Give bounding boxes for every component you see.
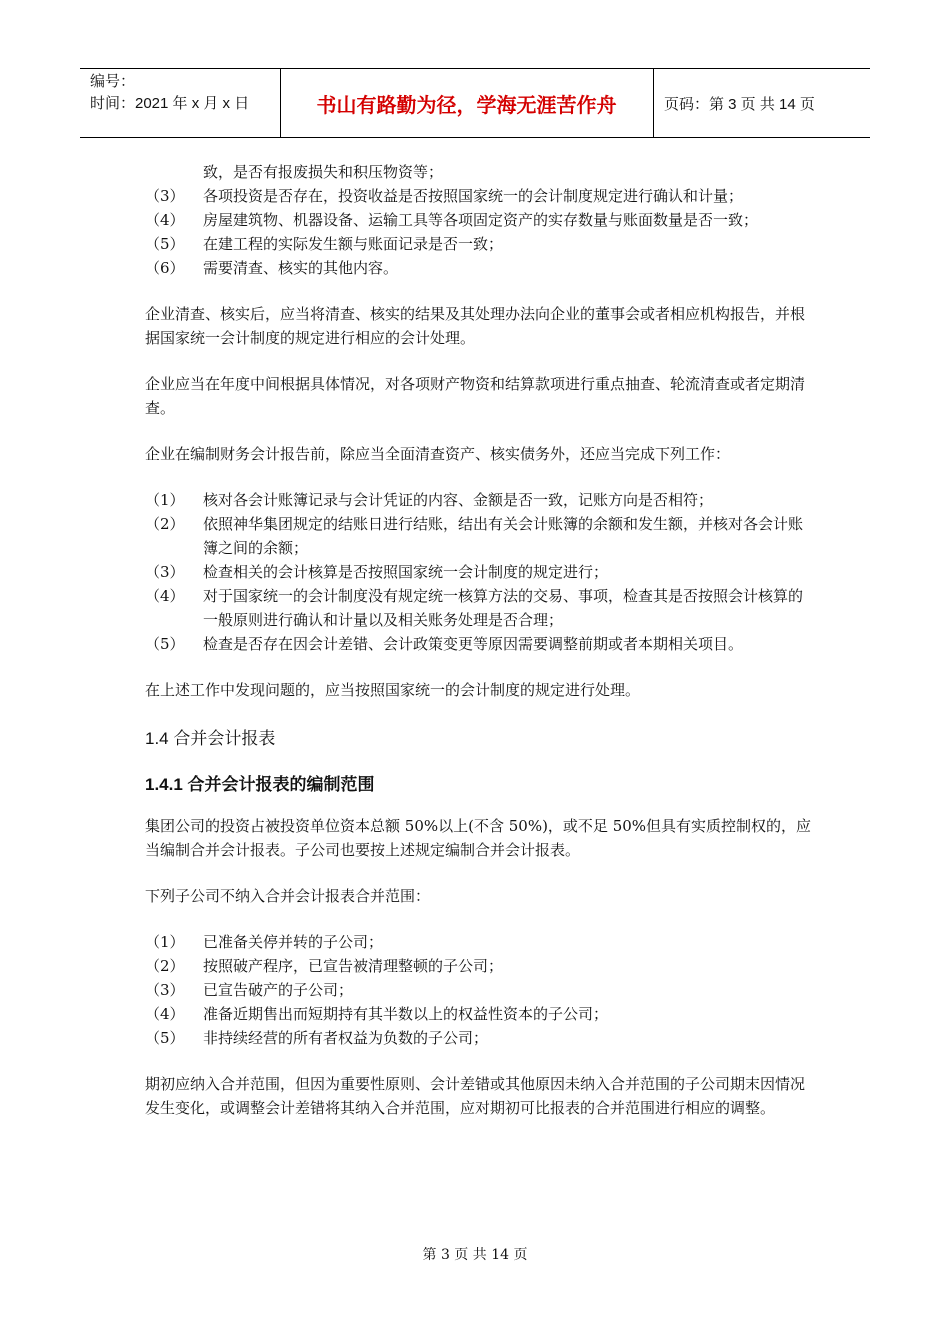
list-item-text: 致，是否有报废损失和积压物资等； — [203, 163, 444, 181]
list-item — [145, 184, 815, 208]
header-motto: 书山有路勤为径，学海无涯苦作舟 — [280, 69, 654, 137]
list-item — [145, 232, 815, 256]
list-item-text: 房屋建筑物、机器设备、运输工具等各项固定资产的实存数量与账面数量是否一致； — [203, 211, 759, 229]
header-left-cell — [80, 69, 281, 137]
list-item-number: （3） — [145, 187, 185, 205]
document-number-label: 编号： — [90, 73, 136, 90]
list-item-number: （5） — [145, 635, 185, 653]
list-item-text: 已宣告破产的子公司； — [203, 981, 354, 999]
list-item-number: （5） — [145, 1029, 185, 1047]
list-item-text: 检查是否存在因会计差错、会计政策变更等原因需要调整前期或者本期相关项目。 — [203, 635, 744, 653]
list-item-number: （5） — [145, 235, 185, 253]
list-item-number: （1） — [145, 933, 185, 951]
list-item-number: （2） — [145, 515, 185, 533]
list-item — [145, 930, 815, 954]
list-item-number — [145, 160, 203, 184]
paragraph: 在上述工作中发现问题的，应当按照国家统一的会计制度的规定进行处理。 — [145, 681, 641, 699]
paragraph: 企业在编制财务会计报告前，除应当全面清查资产、核实债务外，还应当完成下列工作： — [145, 445, 731, 463]
list-item-text: 依照神华集团规定的结账日进行结账，结出有关会计账簿的余额和发生额，并核对各会计账簿之间的余额； — [203, 515, 804, 557]
list-item-number: （4） — [145, 587, 185, 605]
list-item — [145, 632, 815, 656]
paragraph: 集团公司的投资占被投资单位资本总额 50%以上(不含 50%)，或不足 50%但具有实质控制权的，应当编制合并会计报表。子公司也要按上述规定编制合并会计报表。 — [145, 817, 812, 859]
list-item-number: （3） — [145, 563, 185, 581]
list-item — [145, 512, 815, 560]
paragraph: 企业应当在年度中间根据具体情况，对各项财产物资和结算款项进行重点抽查、轮流清查或者定期清查。 — [145, 375, 806, 417]
list-item — [145, 978, 815, 1002]
list-item — [145, 488, 815, 512]
page-header — [80, 68, 870, 138]
list-item-text: 已准备关停并转的子公司； — [203, 933, 384, 951]
list-item-text: 检查相关的会计核算是否按照国家统一会计制度的规定进行； — [203, 563, 609, 581]
paragraph: 下列子公司不纳入合并会计报表合并范围： — [145, 887, 431, 905]
list-item-number: （2） — [145, 957, 185, 975]
document-date: 时间：2021 年 x 月 x 日 — [90, 95, 250, 112]
list-item-text: 准备近期售出而短期持有其半数以上的权益性资本的子公司； — [203, 1005, 609, 1023]
list-item — [145, 256, 815, 280]
list-item — [145, 160, 815, 184]
list-item-number: （4） — [145, 211, 185, 229]
header-page-info: 页码：第 3 页 共 14 页 — [664, 95, 815, 113]
paragraph: 企业清查、核实后，应当将清查、核实的结果及其处理办法向企业的董事会或者相应机构报告，并根据国家统一会计制度的规定进行相应的会计处理。 — [145, 305, 806, 347]
section-heading-1-4-1: 1.4.1 合并会计报表的编制范围 — [145, 775, 375, 794]
list-item-text: 非持续经营的所有者权益为负数的子公司； — [203, 1029, 489, 1047]
section-heading-1-4: 1.4 合并会计报表 — [145, 729, 276, 748]
page-footer: 第 3 页 共 14 页 — [422, 1247, 528, 1263]
list-item-text: 在建工程的实际发生额与账面记录是否一致； — [203, 235, 504, 253]
list-item — [145, 584, 815, 632]
list-item-number: （3） — [145, 981, 185, 999]
list-item — [145, 954, 815, 978]
list-item — [145, 208, 815, 232]
list-item-text: 各项投资是否存在，投资收益是否按照国家统一的会计制度规定进行确认和计量； — [203, 187, 744, 205]
document-body — [145, 160, 815, 1120]
list-item-text: 对于国家统一的会计制度没有规定统一核算方法的交易、事项，检查其是否按照会计核算的一般原则进行确认和计量以及相关账务处理是否合理； — [203, 587, 804, 629]
list-item-number: （6） — [145, 259, 185, 277]
list-item-text: 需要清查、核实的其他内容。 — [203, 259, 399, 277]
list-item — [145, 560, 815, 584]
list-item-number: （4） — [145, 1005, 185, 1023]
paragraph: 期初应纳入合并范围，但因为重要性原则、会计差错或其他原因未纳入合并范围的子公司期末因情况发生变化，或调整会计差错将其纳入合并范围，应对期初可比报表的合并范围进行相应的调整。 — [145, 1075, 806, 1117]
list-item-text: 按照破产程序，已宣告被清理整顿的子公司； — [203, 957, 504, 975]
list-item-text: 核对各会计账簿记录与会计凭证的内容、金额是否一致，记账方向是否相符； — [203, 491, 714, 509]
list-item-number: （1） — [145, 491, 185, 509]
list-item — [145, 1002, 815, 1026]
list-item — [145, 1026, 815, 1050]
